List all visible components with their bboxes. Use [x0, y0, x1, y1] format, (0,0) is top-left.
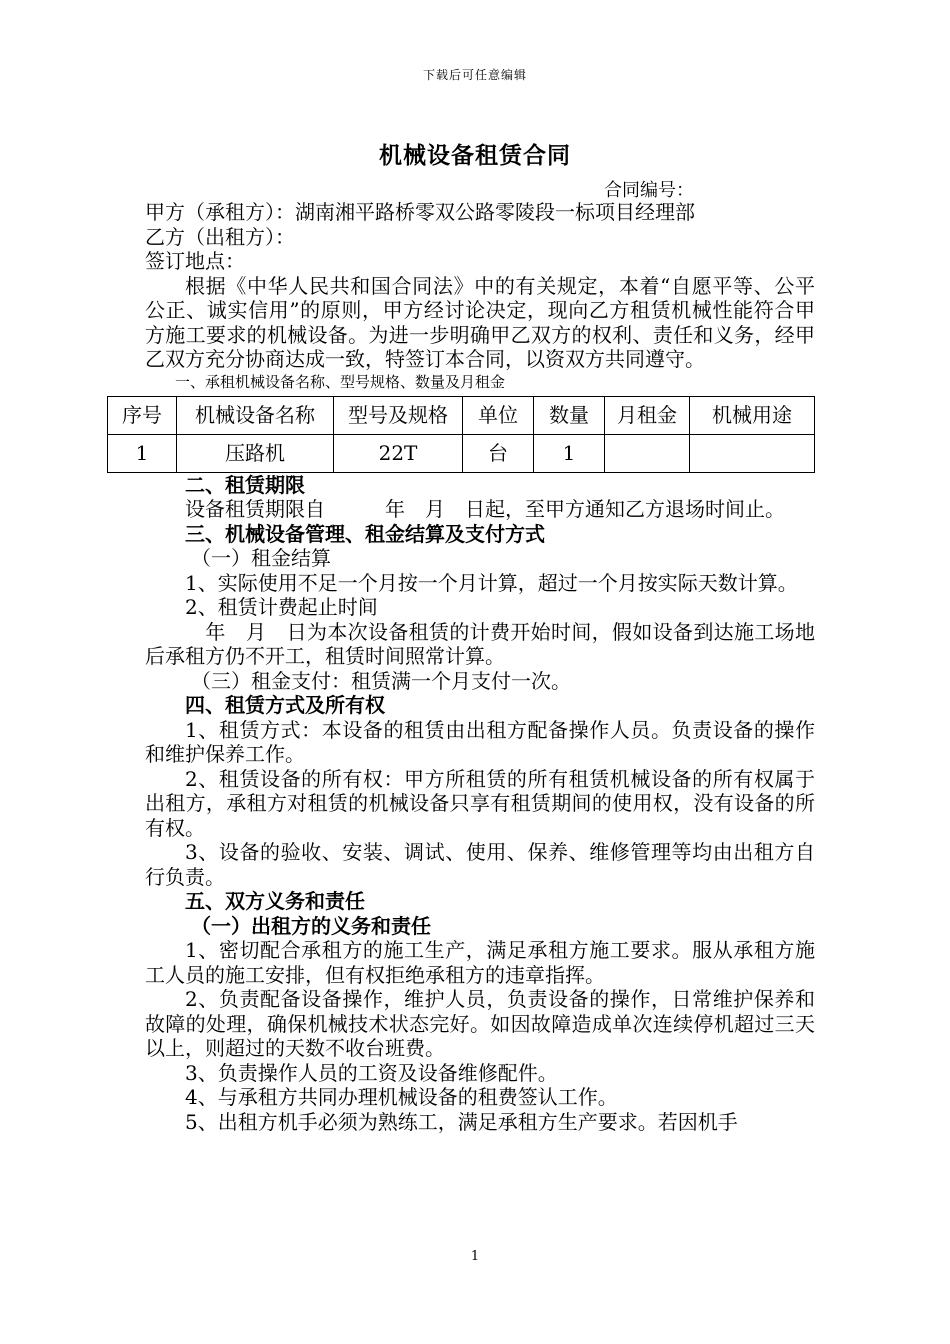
header-note: 下载后可任意编辑 — [422, 68, 527, 82]
s4-item1: 1、租赁方式：本设备的租赁由出租方配备操作人员。负责设备的操作和维护保养工作。 — [145, 717, 815, 766]
table-cell: 1 — [108, 434, 177, 472]
s3-item2: 2、租赁计费起止时间 — [185, 595, 378, 619]
table-cell: 压路机 — [177, 434, 334, 472]
s5-item5: 5、出租方机手必须为熟练工，满足承租方生产要求。若因机手 — [185, 1109, 738, 1134]
table-cell — [690, 434, 815, 472]
section5-title: 五、双方义务和责任 — [185, 889, 365, 913]
section3-title: 三、机械设备管理、租金结算及支付方式 — [185, 521, 545, 546]
table-header-cell: 机械用途 — [690, 396, 815, 434]
table-header-cell: 数量 — [534, 396, 605, 434]
s5-sub1: （一）出租方的义务和责任 — [191, 913, 431, 938]
s5-item1: 1、密切配合承租方的施工生产，满足承租方施工要求。服从承租方施工人员的施工安排，但有权拒绝承租方的违章指挥。 — [145, 938, 815, 987]
party-b: 乙方（出租方）： — [145, 224, 295, 249]
table-row — [108, 434, 815, 472]
table-header-cell: 序号 — [108, 396, 177, 434]
s5-item2: 2、负责配备设备操作，维护人员，负责设备的操作，日常维护保养和故障的处理，确保机械技术状态完好。如因故障造成单次连续停机超过三天以上，则超过的天数不收台班费。 — [145, 987, 815, 1060]
s5-item3: 3、负责操作人员的工资及设备维修配件。 — [185, 1060, 558, 1085]
s5-item4: 4、与承租方共同办理机械设备的租费签认工作。 — [185, 1085, 618, 1109]
section1-title: 一、承租机械设备名称、型号规格、数量及月租金 — [175, 372, 506, 391]
table-header-cell: 月租金 — [605, 396, 690, 434]
contract-body — [122, 200, 815, 1134]
section4-title: 四、租赁方式及所有权 — [185, 693, 385, 717]
table-header-cell: 型号及规格 — [334, 396, 463, 434]
s3-sub1: （一）租金结算 — [191, 546, 331, 570]
s3-item2-text: 年 月 日为本次设备租赁的计费开始时间，假如设备到达施工场地后承租方仍不开工，租赁时间照常计算。 — [145, 619, 815, 668]
document-title: 机械设备租赁合同 — [379, 142, 571, 169]
s3-sub3: （三）租金支付：租赁满一个月支付一次。 — [191, 668, 571, 693]
table-header-cell: 单位 — [463, 396, 534, 434]
page-number: 1 — [470, 1249, 480, 1264]
equipment-table — [107, 396, 815, 473]
table-header-cell: 机械设备名称 — [177, 396, 334, 434]
table-cell: 1 — [534, 434, 605, 472]
sign-place: 签订地点： — [145, 249, 245, 273]
table-cell — [605, 434, 690, 472]
s3-item1: 1、实际使用不足一个月按一个月计算，超过一个月按实际天数计算。 — [185, 570, 798, 595]
contract-number-label: 合同编号： — [604, 180, 694, 201]
s4-item2: 2、租赁设备的所有权：甲方所租赁的所有租赁机械设备的所有权属于出租方，承租方对租赁的机械设备只享有租赁期间的使用权，没有设备的所有权。 — [145, 766, 815, 840]
s4-item3: 3、设备的验收、安装、调试、使用、保养、维修管理等均由出租方自行负责。 — [145, 840, 815, 889]
table-cell: 台 — [463, 434, 534, 472]
section2-text: 设备租赁期限自 年 月 日起，至甲方通知乙方退场时间止。 — [185, 497, 785, 521]
intro-paragraph: 根据《中华人民共和国合同法》中的有关规定，本着“自愿平等、公平公正、诚实信用”的原则，甲方经讨论决定，现向乙方租赁机械性能符合甲方施工要求的机械设备。为进一步明确甲乙双方的权利、责任和义务，经甲乙双方充分协商达成一致，特签订本合同，以资双方共同遵守。 — [145, 273, 815, 371]
table-header-row — [108, 396, 815, 434]
table-cell: 22T — [334, 434, 463, 472]
party-a: 甲方（承租方）：湖南湘平路桥零双公路零陵段一标项目经理部 — [145, 200, 695, 224]
section2-title: 二、租赁期限 — [185, 472, 305, 497]
